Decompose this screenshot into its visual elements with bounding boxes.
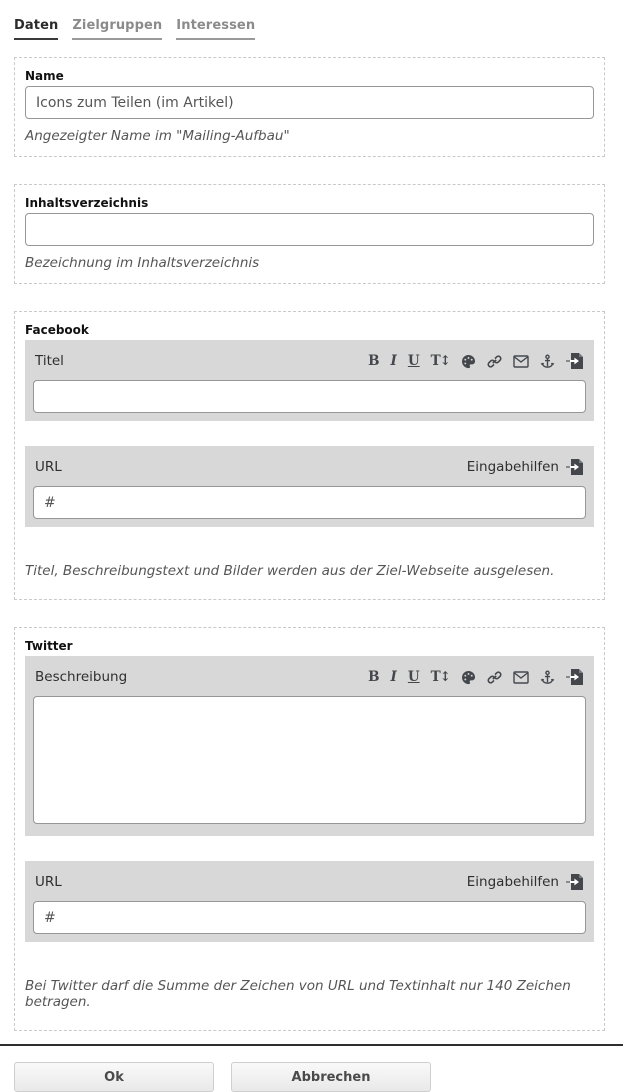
toc-label: Inhaltsverzeichnis (25, 196, 149, 210)
underline-icon[interactable]: U (407, 353, 420, 369)
facebook-input-helpers[interactable] (467, 459, 584, 475)
input-helpers-label: Eingabehilfen (466, 459, 559, 475)
name-input[interactable] (25, 86, 594, 119)
palette-icon[interactable] (461, 670, 476, 685)
section-name (14, 57, 605, 157)
toc-input[interactable] (25, 213, 594, 246)
tab-daten[interactable]: Daten (14, 18, 58, 40)
toc-hint: Bezeichnung im Inhaltsverzeichnis (25, 255, 260, 271)
italic-icon[interactable]: I (390, 353, 397, 369)
sign-in-icon (566, 459, 584, 475)
input-helpers-label: Eingabehilfen (466, 874, 559, 890)
facebook-url-input[interactable] (33, 486, 586, 519)
ok-button[interactable]: Ok (14, 1062, 214, 1092)
tab-interessen[interactable]: Interessen (176, 18, 255, 40)
footer-buttons (14, 1046, 605, 1092)
link-icon[interactable] (487, 354, 502, 369)
tab-zielgruppen[interactable]: Zielgruppen (72, 18, 162, 40)
text-height-icon[interactable]: T↕ (430, 669, 450, 685)
twitter-url-label: URL (35, 874, 62, 890)
facebook-url-label: URL (35, 459, 62, 475)
facebook-title-box (25, 340, 594, 421)
sign-in-icon (566, 874, 584, 890)
sign-in-icon[interactable] (566, 353, 584, 369)
cancel-button[interactable]: Abbrechen (231, 1062, 431, 1092)
envelope-icon[interactable] (513, 671, 529, 684)
twitter-description-label: Beschreibung (35, 669, 128, 685)
facebook-title-input[interactable] (33, 380, 586, 413)
facebook-title-label: Titel (35, 353, 64, 369)
twitter-label: Twitter (25, 639, 73, 653)
anchor-icon[interactable] (540, 354, 555, 369)
twitter-input-helpers[interactable] (467, 874, 584, 890)
text-height-icon[interactable]: T↕ (430, 353, 450, 369)
name-label: Name (25, 69, 64, 83)
facebook-label: Facebook (25, 323, 89, 337)
underline-icon[interactable]: U (407, 669, 420, 685)
section-facebook (14, 311, 605, 600)
palette-icon[interactable] (461, 354, 476, 369)
facebook-hint: Titel, Beschreibungstext und Bilder werden aus der Ziel-Webseite ausgelesen. (25, 563, 555, 579)
link-icon[interactable] (487, 670, 502, 685)
twitter-description-input[interactable] (33, 696, 586, 824)
italic-icon[interactable]: I (390, 669, 397, 685)
twitter-hint: Bei Twitter darf die Summe der Zeichen von URL und Textinhalt nur 140 Zeichen betragen. (25, 978, 571, 1010)
twitter-url-input[interactable] (33, 901, 586, 934)
twitter-url-box (25, 861, 594, 942)
anchor-icon[interactable] (540, 670, 555, 685)
sign-in-icon[interactable] (566, 669, 584, 685)
bold-icon[interactable]: B (368, 353, 380, 369)
envelope-icon[interactable] (513, 355, 529, 368)
facebook-url-box (25, 446, 594, 527)
name-hint: Angezeigter Name im "Mailing-Aufbau" (25, 128, 290, 144)
section-twitter (14, 627, 605, 1031)
format-toolbar (368, 353, 584, 369)
twitter-description-box (25, 656, 594, 836)
format-toolbar (368, 669, 584, 685)
bold-icon[interactable]: B (368, 669, 380, 685)
tab-bar (14, 18, 605, 40)
section-toc (14, 184, 605, 284)
